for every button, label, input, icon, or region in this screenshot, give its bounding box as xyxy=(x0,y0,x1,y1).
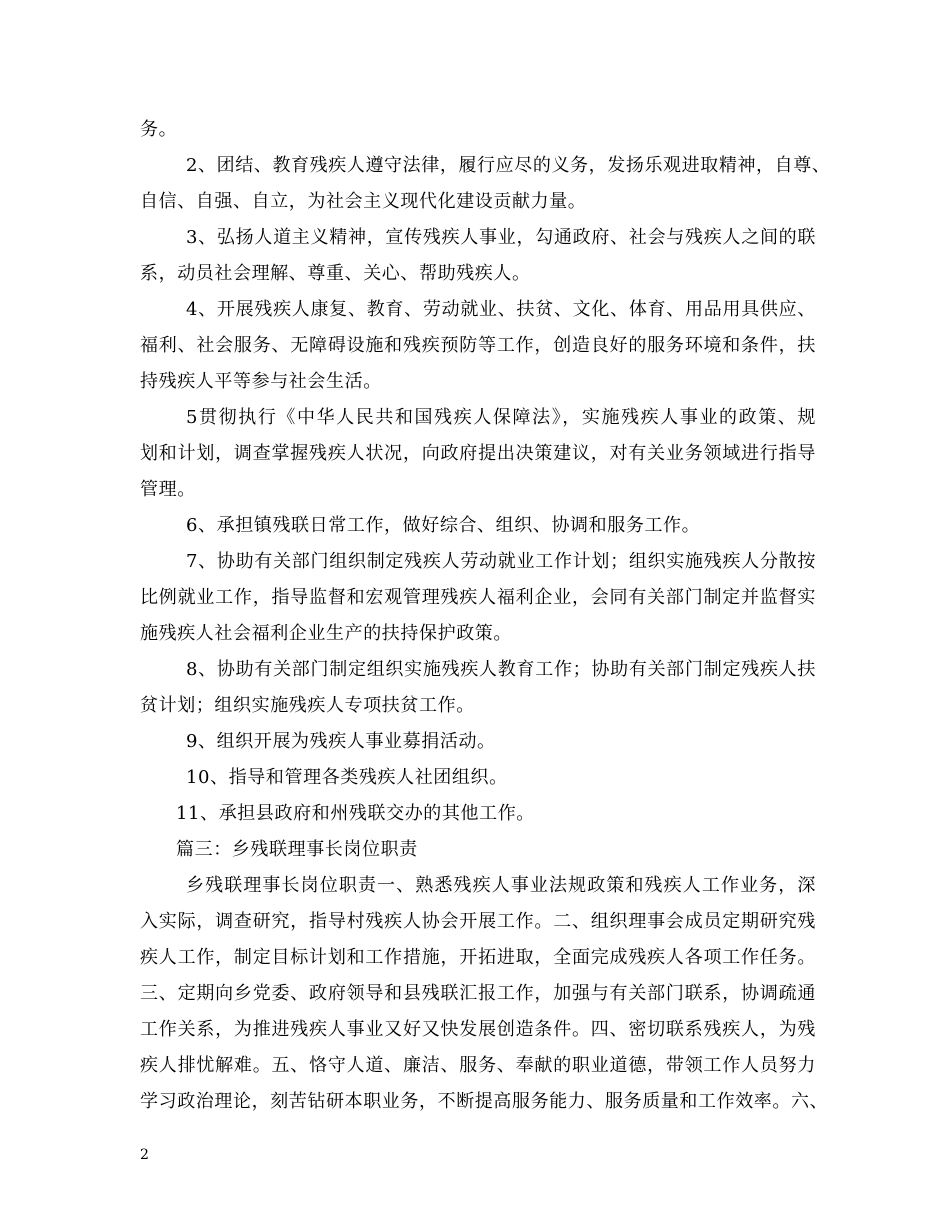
text-line: 10、指导和管理各类残疾人社团组织。 xyxy=(186,767,508,788)
text-line: 8、协助有关部门制定组织实施残疾人教育工作；协助有关部门制定残疾人扶 xyxy=(186,659,816,680)
page-number: 2 xyxy=(140,1147,149,1163)
text-line: 4、开展残疾人康复、教育、劳动就业、扶贫、文化、体育、用品用具供应、 xyxy=(186,299,816,320)
text-line: 乡残联理事长岗位职责一、熟悉残疾人事业法规政策和残疾人工作业务，深 xyxy=(186,875,816,896)
text-line: 自信、自强、自立，为社会主义现代化建设贡献力量。 xyxy=(140,191,587,212)
section-heading: 篇三：乡残联理事长岗位职责 xyxy=(176,839,418,860)
text-line: 比例就业工作，指导监督和宏观管理残疾人福利企业，会同有关部门制定并监督实 xyxy=(140,587,816,608)
text-line: 入实际，调查研究，指导村残疾人协会开展工作。二、组织理事会成员定期研究残 xyxy=(140,911,816,932)
text-line: 贫计划；组织实施残疾人专项扶贫工作。 xyxy=(140,695,475,716)
text-line: 5贯彻执行《中华人民共和国残疾人保障法》，实施残疾人事业的政策、规 xyxy=(186,407,816,428)
text-line: 福利、社会服务、无障碍设施和残疾预防等工作，创造良好的服务环境和条件，扶 xyxy=(140,335,816,356)
text-line: 7、协助有关部门组织制定残疾人劳动就业工作计划；组织实施残疾人分散按 xyxy=(186,551,816,572)
text-line: 疾人排忧解难。五、恪守人道、廉洁、服务、奉献的职业道德，带领工作人员努力 xyxy=(140,1055,816,1076)
text-line: 3、弘扬人道主义精神，宣传残疾人事业，勾通政府、社会与残疾人之间的联 xyxy=(186,227,816,248)
text-line: 持残疾人平等参与社会生活。 xyxy=(140,371,382,392)
text-line: 6、承担镇残联日常工作，做好综合、组织、协调和服务工作。 xyxy=(186,515,701,536)
text-line: 务。 xyxy=(140,119,178,140)
text-line: 工作关系，为推进残疾人事业又好又快发展创造条件。四、密切联系残疾人，为残 xyxy=(140,1019,816,1040)
text-line: 学习政治理论，刻苦钻研本职业务，不断提高服务能力、服务质量和工作效率。六、 xyxy=(140,1091,829,1112)
text-line: 疾人工作，制定目标计划和工作措施，开拓进取，全面完成残疾人各项工作任务。 xyxy=(140,947,816,968)
text-line: 划和计划，调查掌握残疾人状况，向政府提出决策建议，对有关业务领域进行指导 xyxy=(140,443,816,464)
document-body xyxy=(140,112,831,1120)
text-line: 系，动员社会理解、尊重、关心、帮助残疾人。 xyxy=(140,263,531,284)
text-line: 11、承担县政府和州残联交办的其他工作。 xyxy=(176,803,535,824)
text-line: 9、组织开展为残疾人事业募捐活动。 xyxy=(186,731,496,752)
text-line: 2、团结、教育残疾人遵守法律，履行应尽的义务，发扬乐观进取精神，自尊、 xyxy=(186,155,831,176)
text-line: 施残疾人社会福利企业生产的扶持保护政策。 xyxy=(140,623,512,644)
text-line: 三、定期向乡党委、政府领导和县残联汇报工作，加强与有关部门联系，协调疏通 xyxy=(140,983,816,1004)
text-line: 管理。 xyxy=(140,479,196,500)
